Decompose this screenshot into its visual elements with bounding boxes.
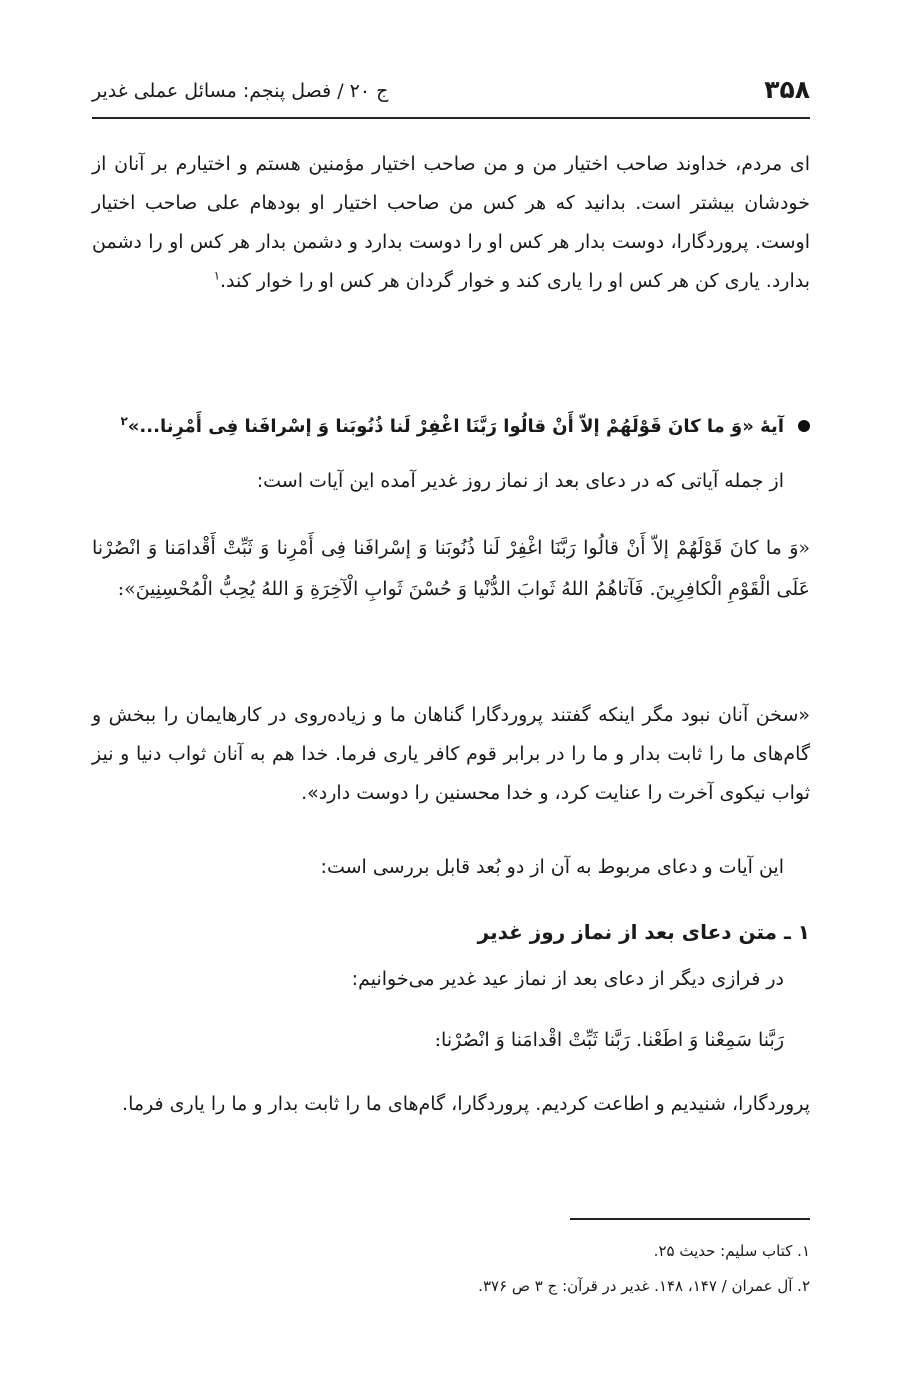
running-title: ج ۲۰ / فصل پنجم: مسائل عملی غدیر [92,80,389,102]
verse-bullet-text: آیۀ «وَ ما کانَ قَوْلَهُمْ إلاّ أَنْ قالُوا رَبَّنَا اغْفِرْ لَنا ذُنُوبَنا وَ إسْرافَنا فِی أَمْرِنا...» [127,416,784,437]
page-header [92,72,810,114]
footnote-2: ۲. آل عمران / ۱۴۷، ۱۴۸. غدیر در قرآن: ج ۳ ص ۳۷۶. [478,1277,810,1295]
footnote-ref-1: ۱ [213,268,221,283]
prayer-intro: در فرازی دیگر از دعای بعد از نماز عید غدیر می‌خوانیم: [351,968,784,990]
book-page [92,0,810,1390]
verse-bullet [92,407,810,447]
sermon-text: ای مردم، خداوند صاحب اختیار من و من صاحب اختیار مؤمنین هستم و اختیارم بر آنان از خودشان بیشتر است. بدانید که هر کس من صاحب اختیار او بودهام علی صاحب اختیار اوست. پروردگارا، دوست بدار هر کس او را دوست بدارد و دشمن بدار هر کس او را دشمن بدارد. یاری کن هر کس او را یاری کند و خوار گردان هر کس او را خوار کند. [92,153,810,292]
arabic-verse-quote: «وَ ما کانَ قَوْلَهُمْ إلاّ أَنْ قالُوا رَبَّنَا اغْفِرْ لَنا ذُنُوبَنا وَ إسْرافَنا فِی أَمْرِنا وَ ثَبِّتْ أَقْدامَنا وَ انْصُرْنا عَلَی الْقَوْمِ الْکافِرِینَ. فَآتاهُمُ اللهُ ثَوابَ الدُّنْیا وَ حُسْنَ ثَوابِ الْآخِرَةِ وَ اللهُ یُحِبُّ الْمُحْسِنِینَ»: [92,537,810,600]
prayer-translation: پروردگارا، شنیدیم و اطاعت کردیم. پروردگارا، گام‌های ما را ثابت بدار و ما را یاری فرما. [122,1093,810,1115]
arabic-prayer-line: رَبَّنا سَمِعْنا وَ اطَعْنا. رَبَّنا ثَبِّتْ اقْدامَنا وَ انْصُرْنا: [434,1029,784,1051]
footnote-ref-2: ۲ [120,414,128,428]
review-intro: این آیات و دعای مربوط به آن از دو بُعد قابل بررسی است: [320,856,784,878]
intro-paragraph: از جمله آیاتی که در دعای بعد از نماز روز غدیر آمده این آیات است: [256,470,784,492]
bullet-dot-icon [798,420,810,432]
page-number: ۳۵۸ [764,75,810,104]
verse-translation: «سخن آنان نبود مگر اینکه گفتند پروردگارا گناهان ما و زیاده‌روی در کارهایمان را ببخش و گام‌های ما را ثابت بدار و ما را در برابر قوم کافر یاری فرما. خدا هم به آنان ثواب دنیا و نیز ثواب نیکوی آخرت را عنایت کرد، و خدا محسنین را دوست دارد». [92,704,810,804]
section-heading: ۱ ـ متن دعای بعد از نماز روز غدیر [477,920,810,944]
footnote-1: ۱. کتاب سلیم: حدیث ۲۵. [653,1242,810,1260]
sermon-paragraph [92,145,810,301]
header-rule [92,117,810,119]
footnote-rule [570,1218,810,1220]
